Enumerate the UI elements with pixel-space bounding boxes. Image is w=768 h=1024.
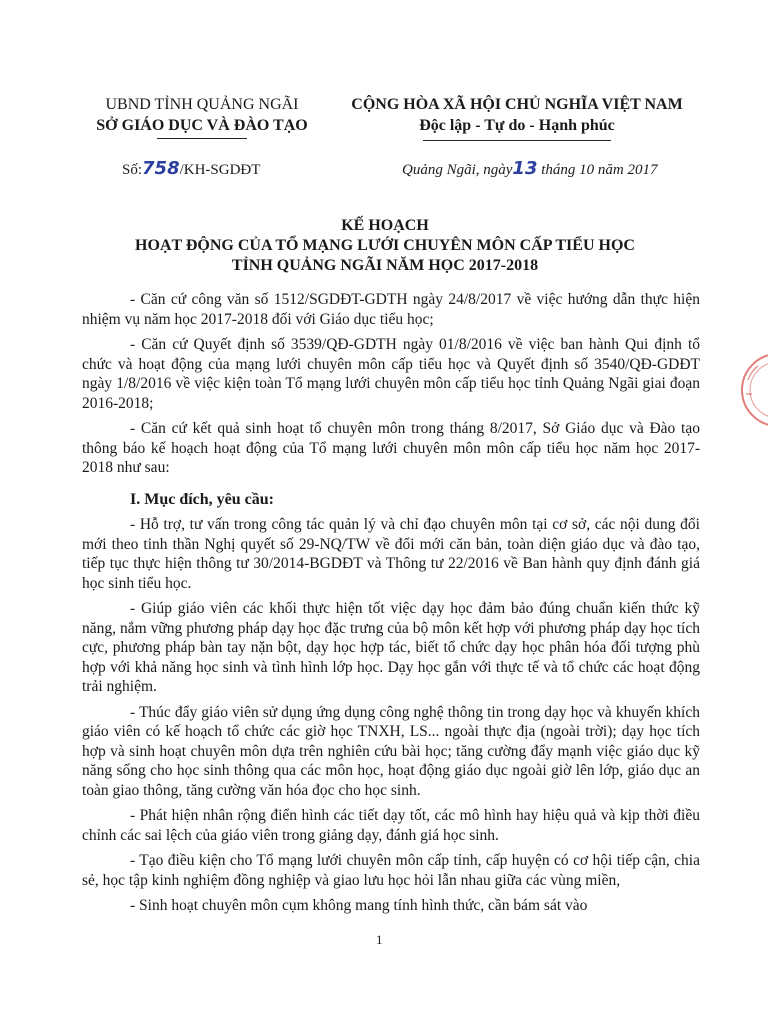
red-seal-stamp-icon xyxy=(738,350,768,430)
document-number xyxy=(122,158,260,179)
page-number: 1 xyxy=(376,932,383,947)
motto-underline xyxy=(423,140,611,141)
date-suffix: tháng 10 năm 2017 xyxy=(541,162,658,178)
issuing-agency xyxy=(84,94,320,139)
issue-date xyxy=(402,158,657,179)
document-body xyxy=(82,290,700,922)
country-name: CỘNG HÒA XÃ HỘI CHỦ NGHĨA VIỆT NAM xyxy=(351,96,683,113)
paragraph: - Hỗ trợ, tư vấn trong công tác quản lý và chỉ đạo chuyên môn tại cơ sở, các nội dung đổi mới theo tinh thần Nghị quyết số 29-NQ/TW về đổi mới căn bản, toàn diện giáo dục và đào tạo, tiếp tục thực hiện thông tư 30/2014-BGDĐT và Thông tư 22/2016 về Ban hành quy định đánh giá học sinh tiểu học. xyxy=(82,516,700,592)
motto: Độc lập - Tự do - Hạnh phúc xyxy=(419,117,615,134)
doc-number-suffix: /KH-SGDĐT xyxy=(179,162,261,178)
paragraph: - Tạo điều kiện cho Tổ mạng lưới chuyên môn cấp tỉnh, cấp huyện có cơ hội tiếp cận, chia sẻ, học tập kinh nghiệm đồng nghiệp và giao lưu học hỏi lẫn nhau giữa các vùng miền, xyxy=(82,852,700,889)
section-heading: I. Mục đích, yêu cầu: xyxy=(130,490,274,508)
agency-underline xyxy=(157,138,247,139)
paragraph: - Căn cứ công văn số 1512/SGDĐT-GDTH ngày 24/8/2017 về việc hướng dẫn thực hiện nhiệm vụ năm học 2017-2018 đối với Giáo dục tiểu học; xyxy=(82,291,700,328)
date-day-handwritten: 13 xyxy=(512,158,538,179)
doc-number-prefix: Số: xyxy=(122,162,143,178)
title-line-1: KẾ HOẠCH xyxy=(341,217,429,234)
paragraph: - Sinh hoạt chuyên môn cụm không mang tính hình thức, cần bám sát vào xyxy=(130,897,588,914)
document-title xyxy=(100,216,670,276)
province-committee: UBND TỈNH QUẢNG NGÃI xyxy=(105,96,299,113)
paragraph: - Thúc đẩy giáo viên sử dụng ứng dụng công nghệ thông tin trong dạy học và khuyến khích giáo viên có kế hoạch tổ chức các giờ học TNXH, LS... ngoài thực địa (ngoài trời); dạy học tích hợp và sinh hoạt chuyên môn dựa trên nghiên cứu bài học; tăng cường đẩy mạnh việc giáo dục kỹ năng sống cho học sinh thông qua các môn học, hoạt động giáo dục ngoài giờ lên lớp, giáo dục an toàn giao thông, tăng cường văn hóa đọc cho học sinh. xyxy=(82,703,700,799)
paragraph: - Căn cứ kết quả sinh hoạt tổ chuyên môn trong tháng 8/2017, Sở Giáo dục và Đào tạo thông báo kế hoạch hoạt động của Tổ mạng lưới chuyên môn môn cấp tiểu học năm học 2017-2018 như sau: xyxy=(82,420,700,476)
doc-number-handwritten: 758 xyxy=(142,158,180,179)
title-line-3: TỈNH QUẢNG NGÃI NĂM HỌC 2017-2018 xyxy=(231,257,539,274)
national-motto xyxy=(322,94,712,141)
paragraph: - Phát hiện nhân rộng điển hình các tiết dạy tốt, các mô hình hay hiệu quả và kịp thời điều chỉnh các sai lệch của giáo viên trong giảng dạy, đánh giá học sinh. xyxy=(82,807,700,844)
paragraph: - Căn cứ Quyết định số 3539/QĐ-GDTH ngày 01/8/2016 về việc ban hành Qui định tổ chức và hoạt động của mạng lưới chuyên môn cấp tiểu học và Quyết định số 3540/QĐ-GDĐT ngày 1/8/2016 về việc kiện toàn Tổ mạng lưới chuyên môn cấp tiểu học tỉnh Quảng Ngãi giai đoạn 2016-2018; xyxy=(82,336,700,412)
title-line-2: HOẠT ĐỘNG CỦA TỔ MẠNG LƯỚI CHUYÊN MÔN CẤP TIỂU HỌC xyxy=(135,237,635,254)
paragraph: - Giúp giáo viên các khối thực hiện tốt việc dạy học đảm bảo đúng chuẩn kiến thức kỹ năng, nắm vững phương pháp dạy học đặc trưng của bộ môn kết hợp với phương pháp dạy học tích cực, phương pháp bàn tay nặn bột, dạy học hợp tác, biết tổ chức dạy học phân hóa đối tượng phù hợp với khả năng học sinh và tình hình lớp học. Dạy học gắn với thực tế và tổ chức các hoạt động trải nghiệm. xyxy=(82,600,700,695)
department-name: SỞ GIÁO DỤC VÀ ĐÀO TẠO xyxy=(96,117,308,134)
date-prefix: Quảng Ngãi, ngày xyxy=(402,162,513,178)
